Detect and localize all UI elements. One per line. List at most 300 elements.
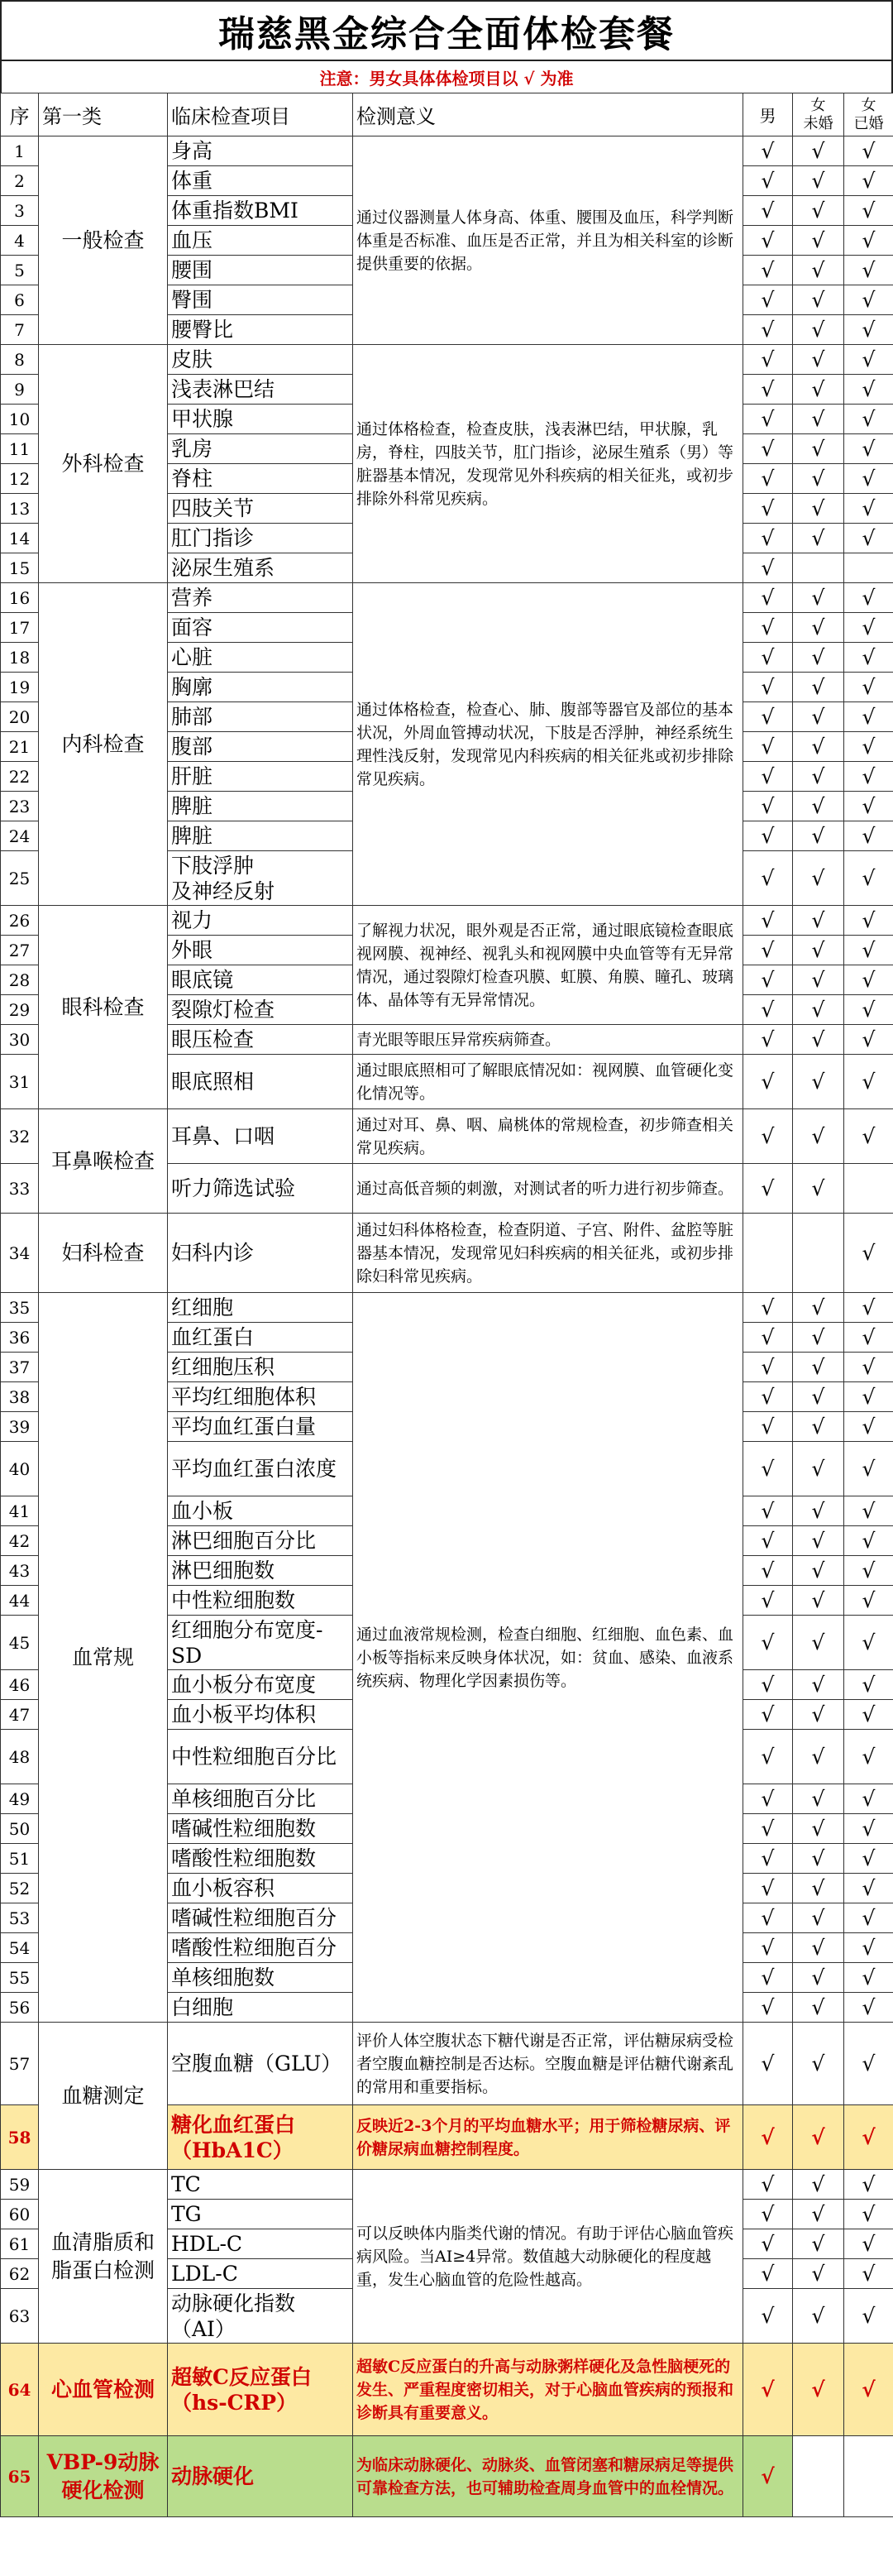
table-row [1, 1214, 893, 1293]
check-male: √ [743, 643, 793, 673]
check-female-unmarried: √ [793, 1874, 844, 1903]
item-cell: 脾脏 [168, 792, 353, 821]
check-female-unmarried: √ [793, 1353, 844, 1382]
check-male [743, 1214, 793, 1293]
check-female-unmarried: √ [793, 345, 844, 375]
item-cell: 耳鼻、口咽 [168, 1109, 353, 1164]
item-cell: 糖化血红蛋白（HbA1C） [168, 2105, 353, 2170]
check-female-unmarried: √ [793, 1055, 844, 1109]
row-number: 18 [1, 643, 39, 673]
check-female-married [844, 553, 893, 583]
check-female-married: √ [844, 196, 893, 226]
check-male: √ [743, 1382, 793, 1412]
row-number: 48 [1, 1730, 39, 1784]
check-female-married: √ [844, 1496, 893, 1526]
row-number: 58 [1, 2105, 39, 2170]
check-male: √ [743, 1730, 793, 1784]
check-male: √ [743, 494, 793, 524]
check-male: √ [743, 375, 793, 405]
check-male: √ [743, 1412, 793, 1442]
check-female-married: √ [844, 2170, 893, 2200]
check-female-unmarried: √ [793, 1412, 844, 1442]
check-female-married: √ [844, 762, 893, 792]
item-cell: 腰围 [168, 256, 353, 285]
meaning-cell: 通过妇科体格检查，检查阴道、子宫、附件、盆腔等脏器基本情况，发现常见妇科疾病的相关征兆，或初步排除妇科常见疾病。 [353, 1214, 743, 1293]
check-female-married: √ [844, 315, 893, 345]
header-female-married: 女 已婚 [844, 93, 893, 136]
check-male: √ [743, 196, 793, 226]
item-cell: 血红蛋白 [168, 1323, 353, 1353]
row-number: 34 [1, 1214, 39, 1293]
check-female-unmarried: √ [793, 1556, 844, 1586]
table-row [1, 345, 893, 375]
header-category: 第一类 [39, 93, 168, 136]
row-number: 54 [1, 1933, 39, 1963]
check-male: √ [743, 1903, 793, 1933]
check-female-married: √ [844, 1556, 893, 1586]
item-cell: 中性粒细胞百分比 [168, 1730, 353, 1784]
meaning-cell: 反映近2-3个月的平均血糖水平；用于筛检糖尿病、评价糖尿病血糖控制程度。 [353, 2105, 743, 2170]
item-cell: 肺部 [168, 702, 353, 732]
row-number: 23 [1, 792, 39, 821]
header-male: 男 [743, 93, 793, 136]
item-cell: 动脉硬化指数（AI） [168, 2289, 353, 2344]
row-number: 2 [1, 166, 39, 196]
check-female-unmarried: √ [793, 2229, 844, 2259]
check-female-unmarried: √ [793, 673, 844, 702]
meaning-cell: 通过仪器测量人体身高、体重、腰围及血压，科学判断体重是否标准、血压是否正常，并且为相关科室的诊断提供重要的依据。 [353, 136, 743, 345]
check-female-married: √ [844, 494, 893, 524]
item-cell: 眼底镜 [168, 965, 353, 995]
row-number: 44 [1, 1586, 39, 1616]
item-cell: 体重 [168, 166, 353, 196]
check-female-married: √ [844, 1412, 893, 1442]
check-female-married: √ [844, 405, 893, 434]
item-cell: 身高 [168, 136, 353, 166]
check-male: √ [743, 285, 793, 315]
row-number: 14 [1, 524, 39, 553]
check-female-married: √ [844, 166, 893, 196]
item-cell: LDL-C [168, 2259, 353, 2289]
check-male: √ [743, 2229, 793, 2259]
item-cell: 视力 [168, 906, 353, 936]
check-female-married: √ [844, 1109, 893, 1164]
item-cell: 白细胞 [168, 1993, 353, 2023]
check-female-married: √ [844, 1844, 893, 1874]
check-male: √ [743, 2344, 793, 2436]
header-meaning: 检测意义 [353, 93, 743, 136]
check-male: √ [743, 1586, 793, 1616]
meaning-cell: 可以反映体内脂类代谢的情况。有助于评估心脑血管疾病风险。当AI≥4异常。数值越大动脉硬化的程度越重，发生心脑血管的危险性越高。 [353, 2170, 743, 2344]
check-male: √ [743, 315, 793, 345]
table-row [1, 1109, 893, 1164]
check-female-unmarried: √ [793, 1025, 844, 1055]
check-female-married: √ [844, 226, 893, 256]
check-male: √ [743, 1323, 793, 1353]
check-female-married: √ [844, 1293, 893, 1323]
meaning-cell: 了解视力状况，眼外观是否正常，通过眼底镜检查眼底视网膜、视神经、视乳头和视网膜中央血管等有无异常情况，通过裂隙灯检查巩膜、虹膜、角膜、瞳孔、玻璃体、晶体等有无异常情况。 [353, 906, 743, 1025]
item-cell: 眼压检查 [168, 1025, 353, 1055]
check-female-unmarried: √ [793, 1844, 844, 1874]
row-number: 25 [1, 851, 39, 906]
check-female-unmarried [793, 2436, 844, 2517]
check-female-married: √ [844, 1025, 893, 1055]
check-female-unmarried: √ [793, 1526, 844, 1556]
check-female-married: √ [844, 2200, 893, 2229]
check-female-married: √ [844, 1814, 893, 1844]
check-male: √ [743, 1293, 793, 1323]
row-number: 60 [1, 2200, 39, 2229]
check-male: √ [743, 965, 793, 995]
check-female-unmarried: √ [793, 434, 844, 464]
category-cell: 心血管检测 [39, 2344, 168, 2436]
row-number: 33 [1, 1164, 39, 1214]
check-male: √ [743, 1353, 793, 1382]
item-cell: 眼底照相 [168, 1055, 353, 1109]
check-male: √ [743, 1814, 793, 1844]
check-male: √ [743, 1442, 793, 1496]
check-female-unmarried: √ [793, 136, 844, 166]
item-cell: 面容 [168, 613, 353, 643]
check-female-unmarried: √ [793, 494, 844, 524]
row-number: 55 [1, 1963, 39, 1993]
check-female-unmarried: √ [793, 375, 844, 405]
check-male: √ [743, 1025, 793, 1055]
check-female-married: √ [844, 1323, 893, 1353]
check-female-unmarried: √ [793, 405, 844, 434]
check-female-unmarried: √ [793, 1814, 844, 1844]
page-title: 瑞慈黑金综合全面体检套餐 [0, 0, 893, 60]
row-number: 22 [1, 762, 39, 792]
category-cell: VBP-9动脉硬化检测 [39, 2436, 168, 2517]
check-female-married: √ [844, 1700, 893, 1730]
check-male: √ [743, 851, 793, 906]
check-female-unmarried: √ [793, 762, 844, 792]
item-cell: 嗜酸性粒细胞数 [168, 1844, 353, 1874]
check-female-married: √ [844, 702, 893, 732]
item-cell: 脾脏 [168, 821, 353, 851]
row-number: 30 [1, 1025, 39, 1055]
check-female-married: √ [844, 1442, 893, 1496]
row-number: 20 [1, 702, 39, 732]
check-female-unmarried: √ [793, 2023, 844, 2105]
check-female-married: √ [844, 1055, 893, 1109]
check-female-unmarried [793, 553, 844, 583]
item-cell: 肝脏 [168, 762, 353, 792]
item-cell: 淋巴细胞百分比 [168, 1526, 353, 1556]
check-female-married: √ [844, 1526, 893, 1556]
item-cell: 红细胞压积 [168, 1353, 353, 1382]
check-male: √ [743, 583, 793, 613]
check-male: √ [743, 1784, 793, 1814]
item-cell: 肛门指诊 [168, 524, 353, 553]
table-row [1, 2436, 893, 2517]
check-male: √ [743, 553, 793, 583]
row-number: 56 [1, 1993, 39, 2023]
checkup-table [0, 93, 893, 2517]
category-cell: 眼科检查 [39, 906, 168, 1109]
category-cell: 血糖测定 [39, 2023, 168, 2170]
check-male: √ [743, 405, 793, 434]
table-header [1, 93, 893, 136]
category-cell: 内科检查 [39, 583, 168, 906]
item-cell: 平均血红蛋白浓度 [168, 1442, 353, 1496]
check-male: √ [743, 2259, 793, 2289]
row-number: 31 [1, 1055, 39, 1109]
item-cell: 平均红细胞体积 [168, 1382, 353, 1412]
item-cell: 血小板容积 [168, 1874, 353, 1903]
check-female-married: √ [844, 2289, 893, 2344]
check-female-unmarried: √ [793, 285, 844, 315]
check-female-unmarried: √ [793, 613, 844, 643]
row-number: 27 [1, 936, 39, 965]
meaning-cell: 通过血液常规检测，检查白细胞、红细胞、血色素、血小板等指标来反映身体状况，如：贫血、感染、血液系统疾病、物理化学因素损伤等。 [353, 1293, 743, 2023]
check-female-unmarried: √ [793, 2259, 844, 2289]
item-cell: 单核细胞百分比 [168, 1784, 353, 1814]
row-number: 50 [1, 1814, 39, 1844]
check-female-married: √ [844, 851, 893, 906]
check-female-married: √ [844, 1993, 893, 2023]
check-male: √ [743, 2289, 793, 2344]
check-female-married: √ [844, 2259, 893, 2289]
meaning-cell: 通过对耳、鼻、咽、扁桃体的常规检查，初步筛查相关常见疾病。 [353, 1109, 743, 1164]
category-cell: 妇科检查 [39, 1214, 168, 1293]
item-cell: 淋巴细胞数 [168, 1556, 353, 1586]
category-cell: 血常规 [39, 1293, 168, 2023]
table-body [1, 136, 893, 2517]
check-female-unmarried: √ [793, 315, 844, 345]
check-female-unmarried: √ [793, 1963, 844, 1993]
check-female-unmarried: √ [793, 2344, 844, 2436]
check-male: √ [743, 1933, 793, 1963]
row-number: 59 [1, 2170, 39, 2200]
check-female-unmarried: √ [793, 1993, 844, 2023]
row-number: 15 [1, 553, 39, 583]
check-female-married: √ [844, 2023, 893, 2105]
check-male: √ [743, 613, 793, 643]
check-male: √ [743, 936, 793, 965]
table-row [1, 2344, 893, 2436]
check-male: √ [743, 1993, 793, 2023]
item-cell: 嗜碱性粒细胞数 [168, 1814, 353, 1844]
check-female-unmarried: √ [793, 851, 844, 906]
item-cell: 乳房 [168, 434, 353, 464]
category-cell: 血清脂质和脂蛋白检测 [39, 2170, 168, 2344]
check-male: √ [743, 2105, 793, 2170]
row-number: 65 [1, 2436, 39, 2517]
check-female-married: √ [844, 256, 893, 285]
check-female-married: √ [844, 1586, 893, 1616]
check-male: √ [743, 995, 793, 1025]
check-female-married: √ [844, 285, 893, 315]
check-female-married: √ [844, 613, 893, 643]
item-cell: 营养 [168, 583, 353, 613]
row-number: 63 [1, 2289, 39, 2344]
item-cell: 浅表淋巴结 [168, 375, 353, 405]
check-male: √ [743, 702, 793, 732]
row-number: 57 [1, 2023, 39, 2105]
item-cell: 裂隙灯检查 [168, 995, 353, 1025]
item-cell: HDL-C [168, 2229, 353, 2259]
item-cell: 臀围 [168, 285, 353, 315]
check-male: √ [743, 136, 793, 166]
check-female-married [844, 1164, 893, 1214]
meaning-cell: 评价人体空腹状态下糖代谢是否正常，评估糖尿病受检者空腹血糖控制是否达标。空腹血糖是评估糖代谢紊乱的常用和重要指标。 [353, 2023, 743, 2105]
table-row [1, 906, 893, 936]
check-female-unmarried: √ [793, 256, 844, 285]
category-cell: 外科检查 [39, 345, 168, 583]
check-male: √ [743, 821, 793, 851]
check-female-unmarried: √ [793, 583, 844, 613]
check-female-unmarried: √ [793, 1903, 844, 1933]
check-female-married: √ [844, 524, 893, 553]
check-female-unmarried: √ [793, 965, 844, 995]
row-number: 5 [1, 256, 39, 285]
row-number: 64 [1, 2344, 39, 2436]
check-female-unmarried: √ [793, 1382, 844, 1412]
check-female-married: √ [844, 732, 893, 762]
check-male: √ [743, 2023, 793, 2105]
check-female-married: √ [844, 821, 893, 851]
check-female-married: √ [844, 2344, 893, 2436]
check-female-unmarried: √ [793, 2105, 844, 2170]
check-female-married: √ [844, 1933, 893, 1963]
row-number: 37 [1, 1353, 39, 1382]
row-number: 35 [1, 1293, 39, 1323]
check-female-married: √ [844, 1963, 893, 1993]
item-cell: 胸廓 [168, 673, 353, 702]
check-female-unmarried: √ [793, 1323, 844, 1353]
check-female-married: √ [844, 345, 893, 375]
check-female-unmarried [793, 1214, 844, 1293]
item-cell: 皮肤 [168, 345, 353, 375]
meaning-cell: 通过体格检查，检查皮肤，浅表淋巴结，甲状腺，乳房，脊柱，四肢关节，肛门指诊，泌尿生殖系（男）等脏器基本情况，发现常见外科疾病的相关征兆，或初步排除外科常见疾病。 [353, 345, 743, 583]
check-male: √ [743, 464, 793, 494]
item-cell: 脊柱 [168, 464, 353, 494]
table-row [1, 1293, 893, 1323]
row-number: 4 [1, 226, 39, 256]
table-row [1, 2170, 893, 2200]
check-male: √ [743, 226, 793, 256]
check-male: √ [743, 166, 793, 196]
row-number: 1 [1, 136, 39, 166]
table-row [1, 2023, 893, 2105]
row-number: 41 [1, 1496, 39, 1526]
item-cell: 嗜碱性粒细胞百分 [168, 1903, 353, 1933]
check-male: √ [743, 1055, 793, 1109]
row-number: 38 [1, 1382, 39, 1412]
check-female-unmarried: √ [793, 1784, 844, 1814]
row-number: 40 [1, 1442, 39, 1496]
check-male: √ [743, 2170, 793, 2200]
check-female-married: √ [844, 673, 893, 702]
category-cell: 耳鼻喉检查 [39, 1109, 168, 1214]
item-cell: 单核细胞数 [168, 1963, 353, 1993]
check-female-married: √ [844, 965, 893, 995]
item-cell: 腹部 [168, 732, 353, 762]
check-female-unmarried: √ [793, 1933, 844, 1963]
check-male: √ [743, 762, 793, 792]
item-cell: 四肢关节 [168, 494, 353, 524]
row-number: 39 [1, 1412, 39, 1442]
check-female-unmarried: √ [793, 936, 844, 965]
item-cell: 动脉硬化 [168, 2436, 353, 2517]
check-male: √ [743, 1874, 793, 1903]
item-cell: 平均血红蛋白量 [168, 1412, 353, 1442]
row-number: 47 [1, 1700, 39, 1730]
check-female-unmarried: √ [793, 995, 844, 1025]
header-female-unmarried: 女 未婚 [793, 93, 844, 136]
row-number: 29 [1, 995, 39, 1025]
item-cell: 血压 [168, 226, 353, 256]
check-female-married: √ [844, 1214, 893, 1293]
check-female-married: √ [844, 1670, 893, 1700]
check-female-married: √ [844, 136, 893, 166]
check-female-unmarried: √ [793, 1700, 844, 1730]
item-cell: 下肢浮肿 及神经反射 [168, 851, 353, 906]
item-cell: 嗜酸性粒细胞百分 [168, 1933, 353, 1963]
check-female-married: √ [844, 1784, 893, 1814]
check-female-unmarried: √ [793, 1293, 844, 1323]
check-female-unmarried: √ [793, 906, 844, 936]
item-cell: 超敏C反应蛋白（hs-CRP） [168, 2344, 353, 2436]
check-female-unmarried: √ [793, 1670, 844, 1700]
row-number: 61 [1, 2229, 39, 2259]
row-number: 11 [1, 434, 39, 464]
check-female-unmarried: √ [793, 1164, 844, 1214]
check-male: √ [743, 1526, 793, 1556]
check-female-unmarried: √ [793, 464, 844, 494]
row-number: 46 [1, 1670, 39, 1700]
check-male: √ [743, 2436, 793, 2517]
row-number: 36 [1, 1323, 39, 1353]
check-female-unmarried: √ [793, 643, 844, 673]
table-row [1, 583, 893, 613]
check-female-unmarried: √ [793, 732, 844, 762]
meaning-cell: 青光眼等眼压异常疾病筛查。 [353, 1025, 743, 1055]
gender-notice: 注意：男女具体体检项目以 √ 为准 [0, 60, 893, 93]
row-number: 28 [1, 965, 39, 995]
row-number: 62 [1, 2259, 39, 2289]
check-female-unmarried: √ [793, 2289, 844, 2344]
item-cell: 空腹血糖（GLU） [168, 2023, 353, 2105]
check-male: √ [743, 1496, 793, 1526]
item-cell: 心脏 [168, 643, 353, 673]
item-cell: 腰臀比 [168, 315, 353, 345]
check-female-unmarried: √ [793, 1586, 844, 1616]
item-cell: 甲状腺 [168, 405, 353, 434]
meaning-cell: 为临床动脉硬化、动脉炎、血管闭塞和糖尿病足等提供可靠检查方法，也可辅助检查周身血管中的血栓情况。 [353, 2436, 743, 2517]
check-female-married: √ [844, 434, 893, 464]
check-male: √ [743, 1109, 793, 1164]
check-male: √ [743, 1164, 793, 1214]
check-female-unmarried: √ [793, 1496, 844, 1526]
header-item: 临床检查项目 [168, 93, 353, 136]
item-cell: 红细胞 [168, 1293, 353, 1323]
row-number: 32 [1, 1109, 39, 1164]
row-number: 24 [1, 821, 39, 851]
row-number: 51 [1, 1844, 39, 1874]
row-number: 52 [1, 1874, 39, 1903]
header-no: 序 [1, 93, 39, 136]
check-male: √ [743, 792, 793, 821]
check-female-married: √ [844, 906, 893, 936]
check-female-married: √ [844, 1730, 893, 1784]
row-number: 21 [1, 732, 39, 762]
row-number: 53 [1, 1903, 39, 1933]
check-female-married: √ [844, 1382, 893, 1412]
check-male: √ [743, 1556, 793, 1586]
